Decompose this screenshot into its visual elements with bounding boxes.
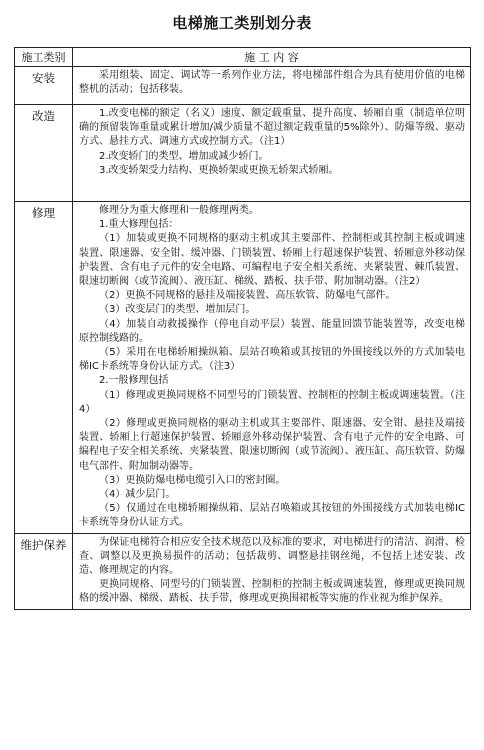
content-install [73, 67, 471, 105]
construction-category-table [14, 47, 471, 610]
row-install [15, 67, 471, 105]
row-repair [15, 202, 471, 534]
repair-general-1: （1）修理或更换同规格不同型号的门锁装置、控制柜的控制主板或调速装置。（注4） [79, 389, 465, 415]
repair-general-title: 2.一般修理包括 [99, 375, 169, 387]
row-maintenance [15, 533, 471, 609]
repair-major-title: 1.重大修理包括： [99, 219, 179, 231]
maintenance-para-2: 更换同规格、同型号的门锁装置、控制柜的控制主板或调速装置，修理或更换同规格的缓冲器、梯级、踏板、扶手带，修理或更换围裙板等实施的作业视为维护保养。 [79, 579, 465, 605]
repair-major-5: （5）采用在电梯轿厢操纵箱、层站召唤箱或其按钮的外围接线以外的方式加装电梯IC卡系统等身份认证方式。（注3） [79, 347, 465, 373]
category-maintenance: 维护保养 [15, 533, 73, 609]
repair-general-4: （4）减少层门。 [99, 489, 176, 501]
category-modify: 改造 [15, 105, 73, 202]
repair-major-2: （2）更换不同规格的悬挂及端接装置、高压软管、防爆电气部件。 [99, 290, 396, 302]
page [0, 12, 484, 750]
repair-general-5: （5）仅通过在电梯轿厢操纵箱、层站召唤箱或其按钮的外围接线方式加装电梯IC卡系统等身份认证方式。 [79, 503, 465, 529]
header-category: 施工类别 [15, 48, 73, 67]
repair-major-3: （3）改变层门的类型、增加层门。 [99, 304, 256, 316]
row-modify [15, 105, 471, 202]
content-repair [73, 202, 471, 534]
repair-general-3: （3）更换防爆电梯电缆引入口的密封圈。 [99, 474, 286, 486]
repair-general-2: （2）修理或更换同规格的驱动主机或其主要部件、限速器、安全钳、悬挂及端接装置、轿厢上行超速保护装置、轿厢意外移动保护装置、含有电子元件的安全电路、可编程电子安全相关系统、夹紧装置、限速切断阀（或节流阀）、液压缸、高压软管、防爆电气部件、附加制动器等。 [79, 418, 465, 472]
content-maintenance [73, 533, 471, 609]
install-text: 采用组装、固定、调试等一系列作业方法，将电梯部件组合为具有使用价值的电梯整机的活动；包括移装。 [79, 70, 465, 96]
document-title: 电梯施工类别划分表 [172, 14, 312, 32]
header-content: 施 工 内 容 [73, 48, 471, 67]
repair-intro: 修理分为重大修理和一般修理两类。 [99, 205, 259, 216]
repair-major-1: （1）加装或更换不同规格的驱动主机或其主要部件、控制柜或其控制主板或调速装置、限速器、安全钳、缓冲器、门锁装置、轿厢上行超速保护装置、轿厢意外移动保护装置、含有电子元件的安全电路、可编程电子安全相关系统、夹紧装置、棘爪装置、限速切断阀（或节流阀）、液压缸、梯级、踏板、扶手带、附加制动器。（注2） [79, 233, 465, 288]
category-install: 安装 [15, 67, 73, 105]
modify-item-2: 2.改变轿门的类型、增加或减少轿门。 [99, 150, 269, 162]
category-repair: 修理 [15, 202, 73, 534]
modify-item-1: 1.改变电梯的额定（名义）速度、额定载重量、提升高度、轿厢自重（制造单位明确的预留装饰重量或累计增加/减少质量不超过额定载重量的5%除外）、防爆等级、驱动方式、悬挂方式、调速方式或控制方式。（注1） [79, 108, 465, 148]
maintenance-para-1: 为保证电梯符合相应安全技术规范以及标准的要求，对电梯进行的清洁、润滑、检查、调整以及更换易损件的活动；包括裁剪、调整悬挂钢丝绳，不包括上述安装、改造、修理规定的内容。 [79, 536, 465, 577]
content-modify [73, 105, 471, 202]
modify-item-3: 3.改变轿架受力结构、更换轿架或更换无轿架式轿厢。 [99, 164, 339, 176]
repair-major-4: （4）加装自动救援操作（停电自动平层）装置、能量回馈节能装置等，改变电梯原控制线路的。 [79, 318, 465, 344]
table-header-row [15, 48, 471, 67]
